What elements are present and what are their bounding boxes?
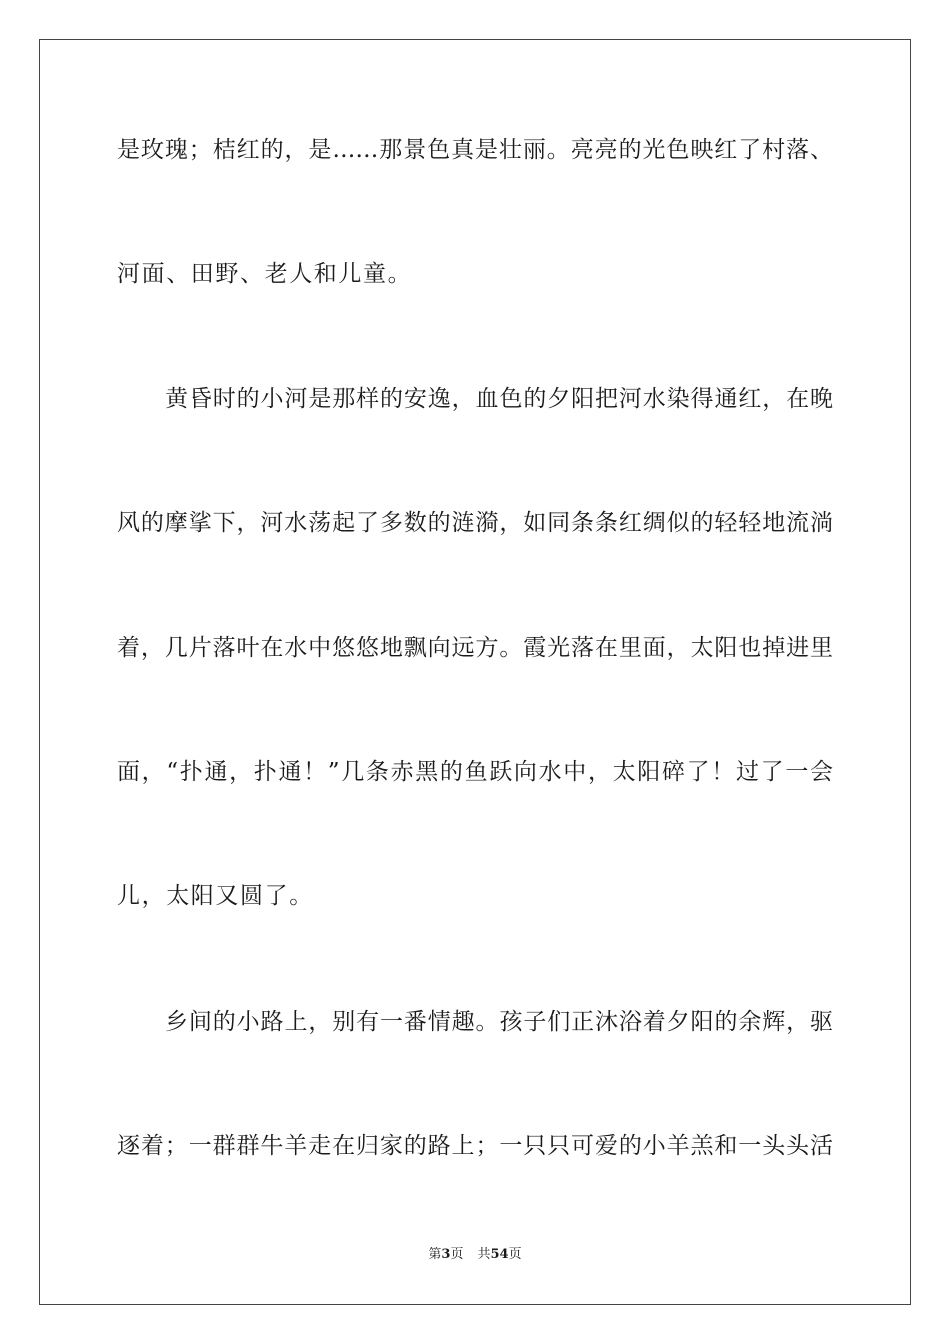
total-suffix: 页 (508, 1247, 522, 1262)
text-line: 乡间的小路上，别有一番情趣。孩子们正沐浴着夕阳的余辉，驱 (165, 1009, 833, 1035)
text-line: 是玫瑰；桔红的，是……那景色真是壮丽。亮亮的光色映红了村落、 (117, 137, 833, 163)
page-number: 3 (441, 1247, 451, 1262)
text-line: 逐着；一群群牛羊走在归家的路上；一只只可爱的小羊羔和一头头活 (117, 1133, 833, 1159)
text-line: 河面、田野、老人和儿童。 (117, 261, 413, 287)
page-footer (0, 1246, 950, 1264)
page-prefix: 第 (428, 1247, 442, 1262)
text-line: 风的摩挲下，河水荡起了多数的涟漪，如同条条红绸似的轻轻地流淌 (117, 510, 833, 536)
text-line: 着，几片落叶在水中悠悠地飘向远方。霞光落在里面，太阳也掉进里 (117, 635, 833, 661)
total-prefix: 共 (477, 1247, 491, 1262)
page-suffix: 页 (450, 1247, 464, 1262)
total-pages: 54 (490, 1247, 509, 1262)
text-line: 黄昏时的小河是那样的安逸，血色的夕阳把河水染得通红，在晚 (165, 386, 833, 412)
text-line: 面，“扑通，扑通！”几条赤黑的鱼跃向水中，太阳碎了！过了一会 (117, 759, 833, 785)
text-line: 儿，太阳又圆了。 (117, 883, 314, 909)
page-border (39, 39, 911, 1305)
